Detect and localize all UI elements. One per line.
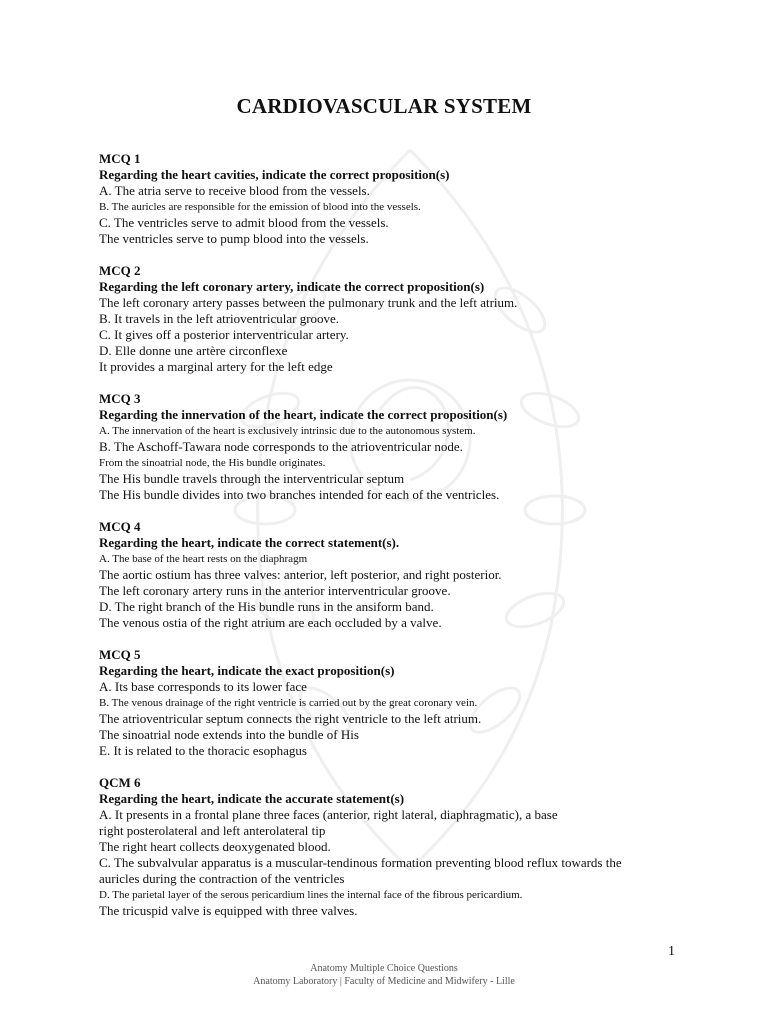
mcq-option: The His bundle travels through the interventricular septum: [99, 471, 405, 486]
mcq-option: C. It gives off a posterior interventricular artery.: [99, 327, 349, 342]
mcq-option: auricles during the contraction of the ventricles: [99, 871, 345, 886]
mcq-label: MCQ 4: [99, 519, 141, 534]
mcq-block: [99, 263, 679, 375]
mcq-option: A. The atria serve to receive blood from the vessels.: [99, 183, 370, 198]
mcq-question: Regarding the heart, indicate the accurate statement(s): [99, 791, 405, 806]
mcq-option: A. The base of the heart rests on the diaphragm: [99, 553, 308, 565]
page-number: 1: [668, 944, 675, 959]
footer-line: Anatomy Multiple Choice Questions: [310, 963, 458, 974]
mcq-option: A. The innervation of the heart is exclusively intrinsic due to the autonomous system.: [99, 425, 476, 437]
mcq-question: Regarding the heart, indicate the exact proposition(s): [99, 663, 395, 678]
mcq-label: MCQ 5: [99, 647, 141, 662]
mcq-option: A. It presents in a frontal plane three faces (anterior, right lateral, diaphragmatic), a base: [99, 807, 558, 822]
mcq-option: C. The subvalvular apparatus is a muscular-tendinous formation preventing blood reflux towards the: [99, 855, 622, 870]
footer-line: Anatomy Laboratory | Faculty of Medicine and Midwifery - Lille: [253, 976, 515, 987]
mcq-option: The atrioventricular septum connects the right ventricle to the left atrium.: [99, 711, 482, 726]
mcq-label: MCQ 3: [99, 391, 141, 406]
mcq-option: The venous ostia of the right atrium are each occluded by a valve.: [99, 615, 442, 630]
mcq-option: It provides a marginal artery for the left edge: [99, 359, 333, 374]
mcq-option: B. The venous drainage of the right ventricle is carried out by the great coronary vein.: [99, 697, 478, 709]
mcq-option: right posterolateral and left anterolateral tip: [99, 823, 326, 838]
mcq-question: Regarding the heart, indicate the correct statement(s).: [99, 535, 400, 550]
mcq-option: B. The auricles are responsible for the emission of blood into the vessels.: [99, 201, 421, 213]
mcq-block: [99, 391, 679, 503]
mcq-option: The ventricles serve to pump blood into the vessels.: [99, 231, 369, 246]
mcq-option: The sinoatrial node extends into the bundle of His: [99, 727, 359, 742]
mcq-option: B. The Aschoff-Tawara node corresponds to the atrioventricular node.: [99, 439, 463, 454]
mcq-block: [99, 647, 679, 759]
mcq-question: Regarding the innervation of the heart, indicate the correct proposition(s): [99, 407, 508, 422]
mcq-label: QCM 6: [99, 775, 141, 790]
mcq-option: The tricuspid valve is equipped with three valves.: [99, 903, 358, 918]
mcq-option: A. Its base corresponds to its lower face: [99, 679, 307, 694]
mcq-block: [99, 775, 679, 919]
mcq-option: The right heart collects deoxygenated blood.: [99, 839, 331, 854]
mcq-block: [99, 151, 679, 247]
mcq-label: MCQ 2: [99, 263, 141, 278]
mcq-option: From the sinoatrial node, the His bundle originates.: [99, 457, 326, 469]
question-list: [99, 151, 679, 935]
mcq-option: D. The right branch of the His bundle runs in the ansiform band.: [99, 599, 434, 614]
mcq-option: The left coronary artery passes between the pulmonary trunk and the left atrium.: [99, 295, 518, 310]
mcq-question: Regarding the heart cavities, indicate the correct proposition(s): [99, 167, 450, 182]
mcq-label: MCQ 1: [99, 151, 141, 166]
mcq-option: The His bundle divides into two branches intended for each of the ventricles.: [99, 487, 500, 502]
mcq-option: D. Elle donne une artère circonflexe: [99, 343, 288, 358]
mcq-option: The left coronary artery runs in the anterior interventricular groove.: [99, 583, 451, 598]
page-footer: [0, 962, 768, 988]
mcq-option: The aortic ostium has three valves: anterior, left posterior, and right posterior.: [99, 567, 502, 582]
page-title: CARDIOVASCULAR SYSTEM: [236, 94, 532, 118]
mcq-question: Regarding the left coronary artery, indicate the correct proposition(s): [99, 279, 485, 294]
mcq-option: E. It is related to the thoracic esophagus: [99, 743, 307, 758]
mcq-option: D. The parietal layer of the serous pericardium lines the internal face of the fibrous pericardium.: [99, 889, 523, 901]
mcq-option: C. The ventricles serve to admit blood from the vessels.: [99, 215, 389, 230]
mcq-block: [99, 519, 679, 631]
mcq-option: B. It travels in the left atrioventricular groove.: [99, 311, 340, 326]
